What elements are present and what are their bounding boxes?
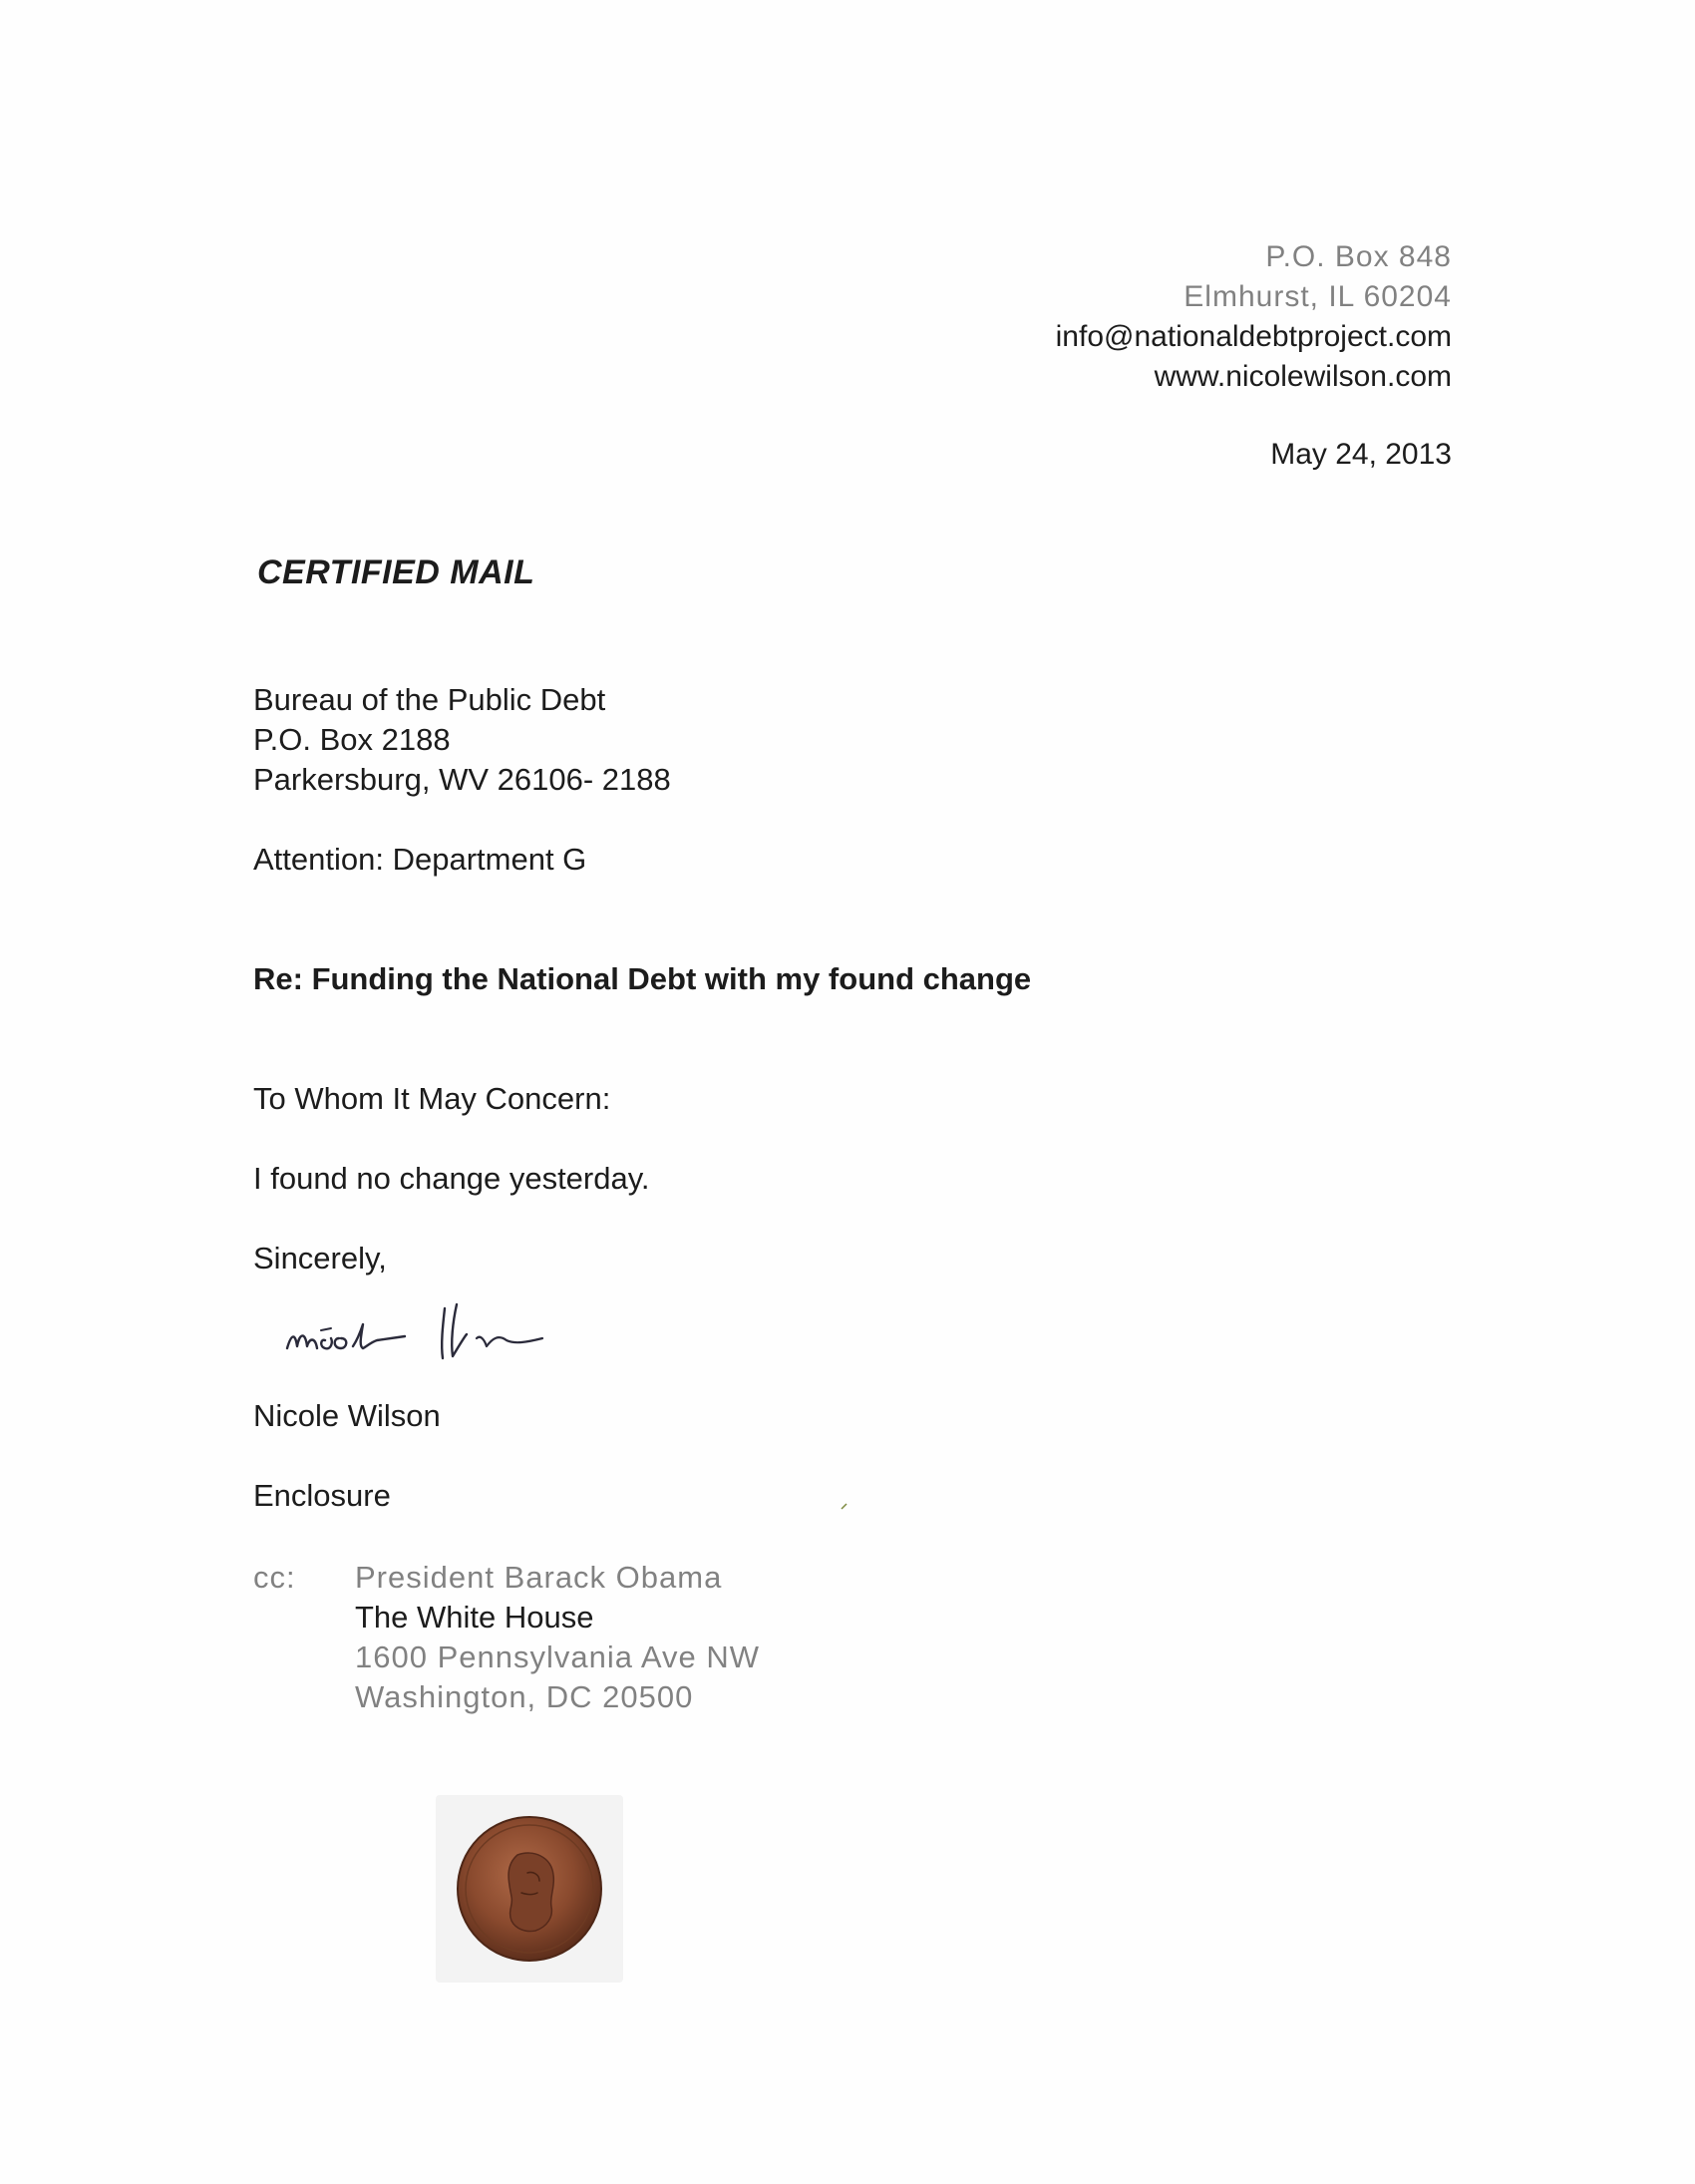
certified-mail-heading: CERTIFIED MAIL [257, 553, 535, 591]
sender-po-box: P.O. Box 848 [1265, 240, 1452, 273]
paper-speck [841, 1502, 848, 1510]
cc-line-2: The White House [355, 1600, 594, 1635]
salutation: To Whom It May Concern: [253, 1081, 611, 1116]
subject-line: Re: Funding the National Debt with my found change [253, 961, 1032, 996]
enclosed-penny-holder [436, 1795, 623, 1983]
letter-date: May 24, 2013 [1270, 438, 1452, 471]
attention-line: Attention: Department G [253, 842, 587, 877]
cc-line-1: President Barack Obama [355, 1560, 723, 1595]
penny-coin-image [456, 1815, 603, 1963]
recipient-line-2: P.O. Box 2188 [253, 722, 451, 757]
closing: Sincerely, [253, 1241, 387, 1275]
recipient-line-3: Parkersburg, WV 26106- 2188 [253, 762, 671, 797]
cc-line-4: Washington, DC 20500 [355, 1679, 694, 1714]
cc-label: cc: [253, 1560, 296, 1595]
sender-website: www.nicolewilson.com [1154, 360, 1452, 393]
letter-body: I found no change yesterday. [253, 1161, 650, 1196]
sender-city-state-zip: Elmhurst, IL 60204 [1184, 280, 1452, 313]
recipient-address-block [253, 680, 671, 800]
sender-email: info@nationaldebtproject.com [1055, 320, 1452, 353]
handwritten-signature [281, 1286, 600, 1378]
cc-line-3: 1600 Pennsylvania Ave NW [355, 1639, 760, 1674]
recipient-line-1: Bureau of the Public Debt [253, 682, 606, 717]
cc-address-block [355, 1558, 760, 1717]
signer-name: Nicole Wilson [253, 1398, 441, 1433]
enclosure-note: Enclosure [253, 1478, 391, 1513]
sender-address-block [1056, 237, 1452, 397]
